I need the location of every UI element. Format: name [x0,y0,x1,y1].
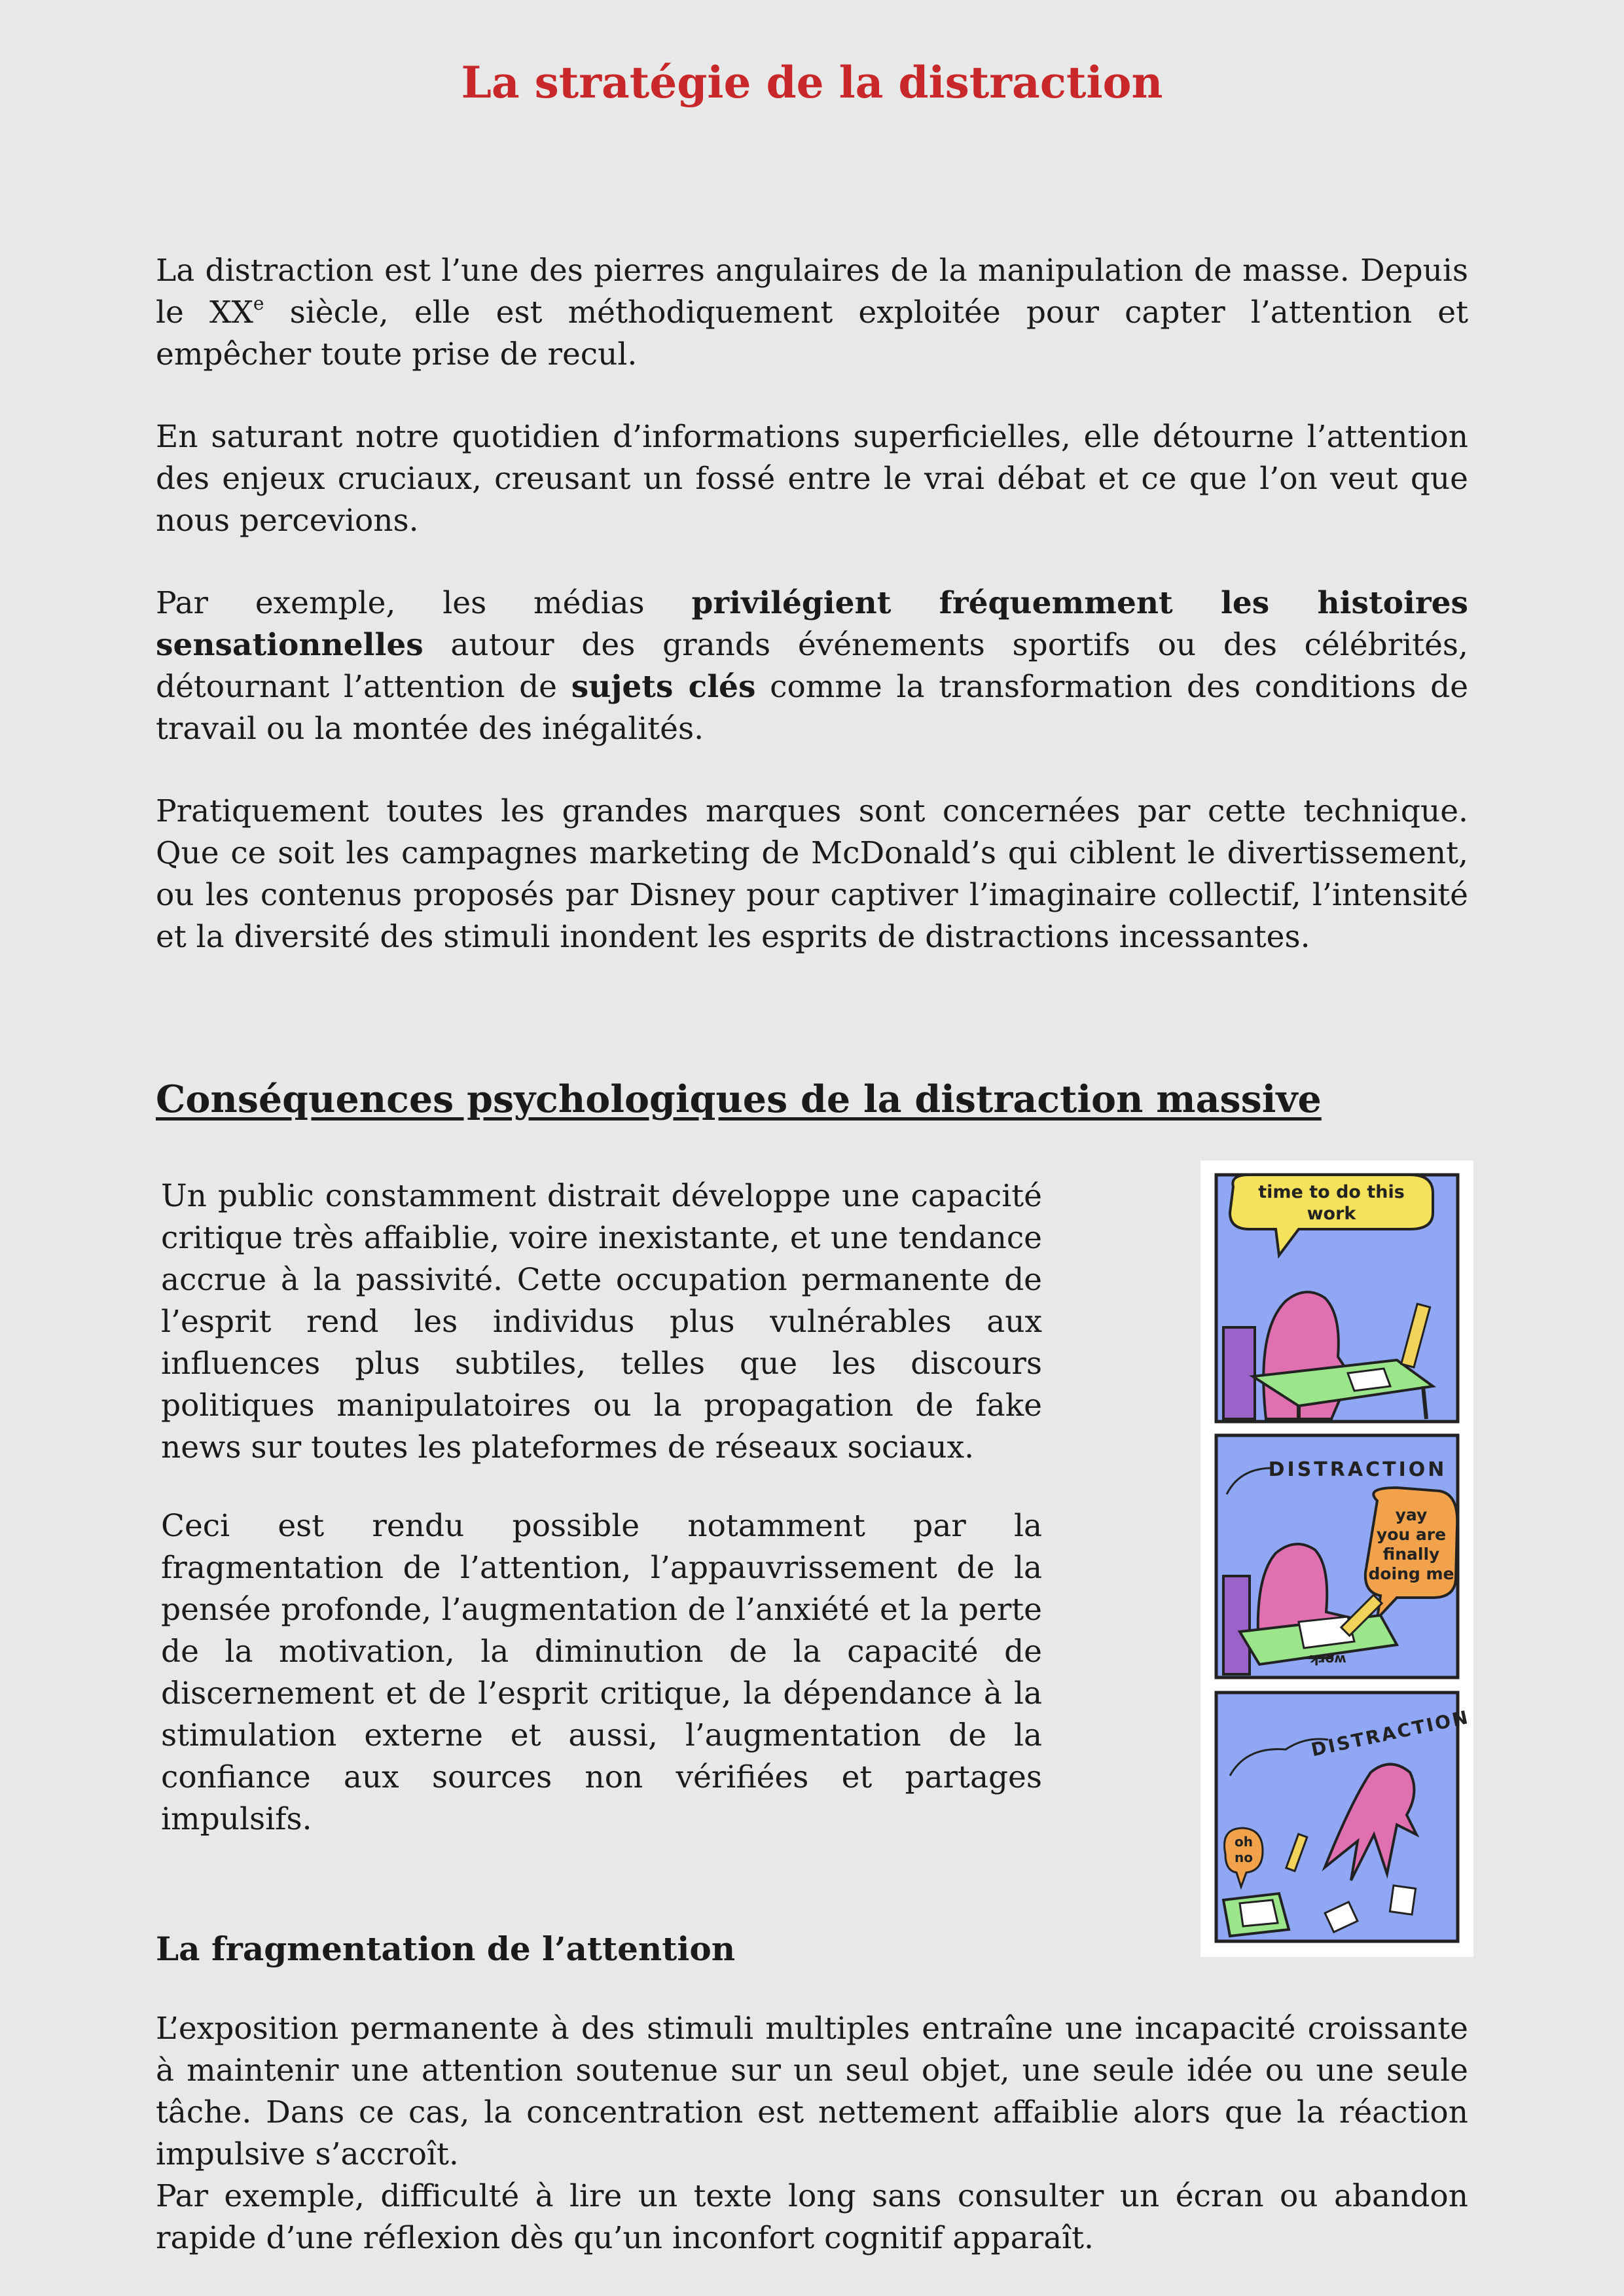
paper-shape [1348,1369,1390,1391]
comic-bubble-3-line2: no [1235,1850,1253,1865]
section-heading: Conséquences psychologiques de la distraction massive [156,1077,1322,1121]
consequences-paragraph-1: Un public constamment distrait développe une capacité critique très affaiblie, voire inexistante, et une tendance accrue à la passivité. Cette occupation permanente de l’esprit rend les individus plus vulnérables aux influences plus subtiles, telles que les discours politiques manipulatoires ou la propagation de fake news sur toutes les plateformes de réseaux sociaux. [161,1178,1042,1465]
brands-paragraph: Pratiquement toutes les grandes marques sont concernées par cette technique. Que ce soit les campagnes marketing de McDonald’s qui ciblent le divertissement, ou les contenus proposés par Disney pour captiver l’imaginaire collectif, l’intensité et la diversité des stimuli inondent les esprits de distractions incessantes. [156,793,1468,955]
century-superscript: e [253,293,264,314]
comic-bubble-1-line2: work [1307,1204,1356,1224]
comic-illustration [1200,1160,1473,1957]
intro-paragraph [156,250,1468,376]
intro-text-a: La distraction est l’une des pierres angulaires de la manipulation de masse. Depuis le XX [156,253,1468,331]
chair-shape [1223,1327,1255,1419]
media-text-b: autour des grands événements sportifs ou des célébrités, détournant l’attention de [156,627,1468,705]
comic-bubble-2-line1: yay [1395,1505,1428,1524]
comic-bubble-3-line1: oh [1235,1834,1253,1850]
distraction-comic [1200,1160,1473,1957]
comic-bubble-2-line3: finally [1382,1545,1440,1564]
comic-bubble-1-line1: time to do this [1258,1182,1405,1202]
comic-panel-3 [1216,1693,1471,1941]
comic-distraction-label-1: DISTRACTION [1268,1458,1447,1481]
subsection-heading: La fragmentation de l’attention [156,1929,736,1968]
fragmentation-example-paragraph: Par exemple, difficulté à lire un texte long sans consulter un écran ou abandon rapide d’une réflexion dès qu’un inconfort cognitif apparaît. [156,2178,1468,2256]
comic-paper-text-1: work [1310,1652,1346,1668]
media-text-c: comme la transformation des conditions de travail ou la montée des inégalités. [156,669,1469,747]
media-bold-sensational: privilégient fréquemment les histoires sensationnelles [156,585,1468,663]
intro-text-b: siècle, elle est méthodiquement exploitée pour capter l’attention et empêcher toute prise de recul. [156,295,1468,372]
page-title: La stratégie de la distraction [461,57,1163,108]
comic-panel-2 [1216,1435,1458,1677]
comic-bubble-2-line4: doing me [1368,1564,1454,1583]
media-text-a: Par exemple, les médias [156,585,692,621]
consequences-paragraph-2: Ceci est rendu possible notamment par la fragmentation de l’attention, l’appauvrissement de la pensée profonde, l’augmentation de l’anxiété et la perte de la motivation, la diminution de la capacité de discernement et de l’esprit critique, la dépendance à la stimulation externe et aussi, l’augmentation de la confiance aux sources non vérifiées et partages impulsifs. [161,1508,1042,1837]
fragmentation-paragraph: L’exposition permanente à des stimuli multiples entraîne une incapacité croissante à maintenir une attention soutenue sur un seul objet, une seule idée ou une seule tâche. Dans ce cas, la concentration est nettement affaiblie alors que la réaction impulsive s’accroît. [156,2011,1468,2172]
media-example-paragraph [156,583,1468,750]
comic-bubble-2-line2: you are [1376,1525,1447,1544]
comic-distraction-label-2: DISTRACTION [1309,1706,1472,1761]
saturation-paragraph: En saturant notre quotidien d’informations superficielles, elle détourne l’attention des enjeux cruciaux, creusant un fossé entre le vrai débat et ce que l’on veut que nous percevions. [156,419,1468,539]
media-bold-key-topics: sujets clés [571,669,756,705]
comic-panel-1 [1216,1175,1458,1422]
